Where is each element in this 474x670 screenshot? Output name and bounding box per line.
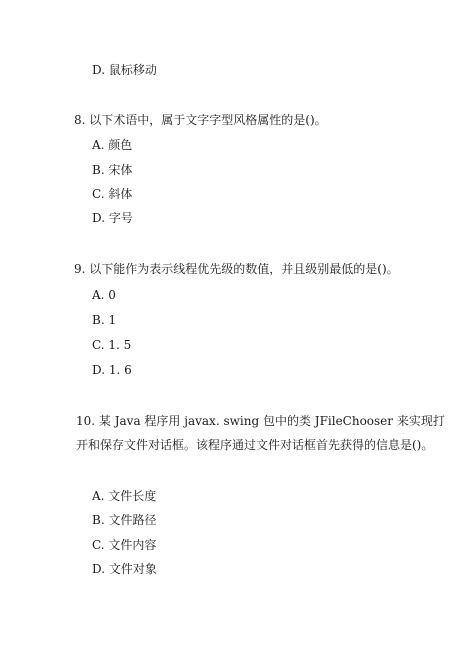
question-9-option-b: B. 1 xyxy=(92,313,117,327)
question-9-option-a: A. 0 xyxy=(92,288,116,302)
prev-option-d: D. 鼠标移动 xyxy=(92,63,157,77)
question-10-option-d: D. 文件对象 xyxy=(92,562,157,576)
question-8-option-c: C. 斜体 xyxy=(92,187,133,201)
question-8-stem: 8. 以下术语中，属于文字字型风格属性的是()。 xyxy=(74,113,327,127)
question-10-option-b: B. 文件路径 xyxy=(92,513,157,527)
question-8-option-a: A. 颜色 xyxy=(92,138,133,152)
question-10-stem-line-1: 10. 某 Java 程序用 javax. swing 包中的类 JFileChooser 来实现打 xyxy=(76,414,445,428)
question-10-option-a: A. 文件长度 xyxy=(92,489,157,503)
question-8-option-d: D. 字号 xyxy=(92,211,133,225)
question-9-stem: 9. 以下能作为表示线程优先级的数值，并且级别最低的是()。 xyxy=(74,262,399,276)
question-10-option-c: C. 文件内容 xyxy=(92,538,157,552)
question-9-option-d: D. 1. 6 xyxy=(92,363,132,377)
question-8-option-b: B. 宋体 xyxy=(92,163,133,177)
question-10-stem-line-2: 开和保存文件对话框。该程序通过文件对话框首先获得的信息是()。 xyxy=(76,438,434,452)
question-9-option-c: C. 1. 5 xyxy=(92,338,132,352)
